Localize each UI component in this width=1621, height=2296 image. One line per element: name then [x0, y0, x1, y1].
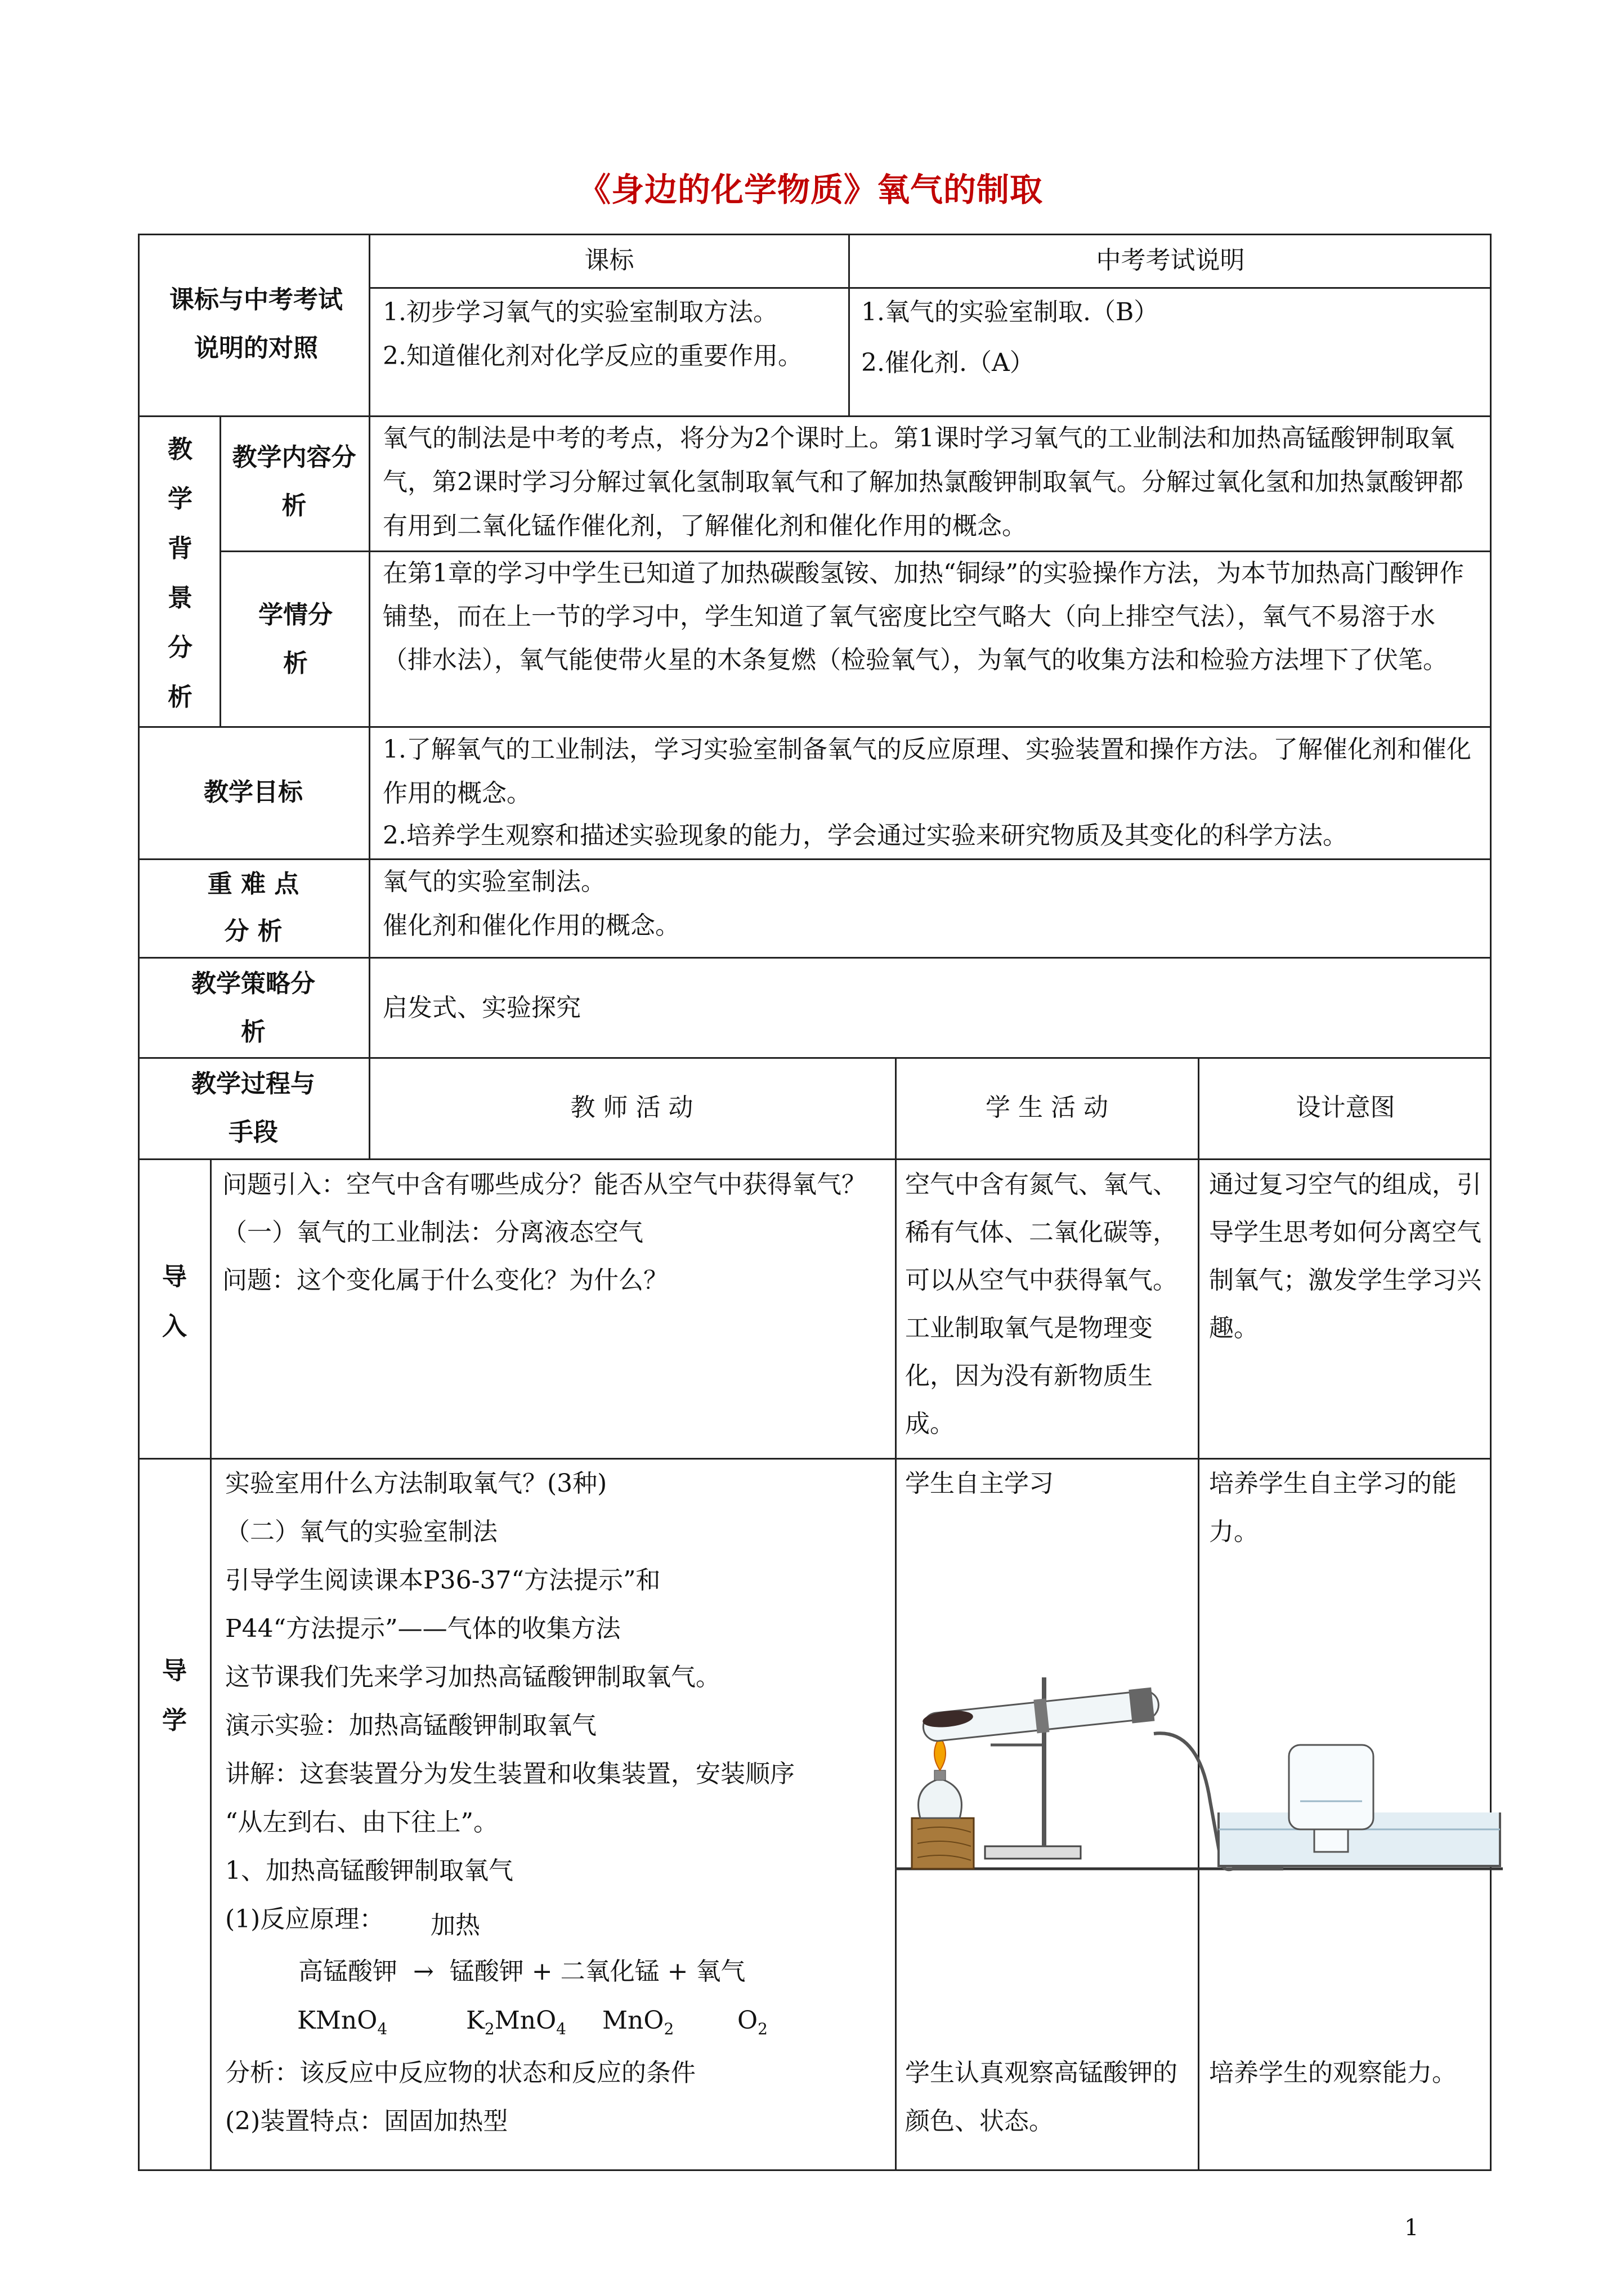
- zhongkao-item-1: 1.氧气的实验室制取.（B）: [861, 298, 1159, 326]
- strategy-text: 启发式、实验探究: [383, 993, 581, 1022]
- section-label-background: 教学背景分析: [168, 435, 192, 711]
- oxygen-apparatus-illustration: [889, 1565, 1508, 1891]
- label-student-analysis: 学情分析: [258, 601, 333, 678]
- learn-design-1: 培养学生自主学习的能力。: [1209, 1469, 1457, 1546]
- learn-line-8: “从左到右、由下往上”。: [225, 1808, 498, 1837]
- row-label-learn: 导学: [162, 1657, 187, 1735]
- column-header-student: 学 生 活 动: [986, 1093, 1108, 1122]
- column-header-zhongkao: 中考考试说明: [1096, 246, 1245, 275]
- column-header-kebiao: 课标: [584, 246, 634, 275]
- row-label-intro: 导入: [162, 1263, 187, 1341]
- goal-item-1: 1.了解氧气的工业制法，学习实验室制备氧气的反应原理、实验装置和操作方法。了解催化剂和催化作用的概念。: [383, 735, 1471, 808]
- section-label-strategy: 教学策略分析: [191, 969, 315, 1046]
- analysis-text: 分析：该反应中反应物的状态和反应的条件: [225, 2058, 696, 2087]
- formula-kmno4: KMnO$_4$: [297, 2006, 388, 2038]
- student-analysis-text: 在第1章的学习中学生已知道了加热碳酸氢铵、加热“铜绿”的实验操作方法，为本节加热高门酸钾作铺垫，而在上一节的学习中，学生知道了氧气密度比空气略大（向上排空气法），氧气不易溶于水（排水法），氧气能使带火星的木条复燃（检验氧气），为氧气的收集方法和检验方法埋下了伏笔。: [383, 559, 1464, 674]
- learn-line-9: 1、加热高锰酸钾制取氧气: [225, 1856, 513, 1885]
- learn-line-2: （二）氧气的实验室制法: [225, 1518, 498, 1546]
- learn-line-6: 演示实验：加热高锰酸钾制取氧气: [225, 1711, 597, 1740]
- reaction-equation: 高锰酸钾 → 锰酸钾 + 二氧化锰 + 氧气: [298, 1957, 746, 1986]
- device-text: (2)装置特点：固固加热型: [225, 2107, 508, 2136]
- learn-line-7: 讲解：这套装置分为发生装置和收集装置，安装顺序: [225, 1760, 795, 1788]
- keypoint-item-2: 催化剂和催化作用的概念。: [383, 911, 680, 940]
- section-label-process: 教学过程与手段: [191, 1069, 315, 1147]
- formula-mno2: MnO$_2$: [602, 2006, 674, 2038]
- intro-student-text: 空气中含有氮气、氧气、稀有气体、二氧化碳等，可以从空气中获得氧气。工业制取氧气是物理变化，因为没有新物质生成。: [905, 1170, 1177, 1438]
- content-analysis-text: 氧气的制法是中考的考点，将分为2个课时上。第1课时学习氧气的工业制法和加热高锰酸钾制取氧气，第2课时学习分解过氧化氢制取氧气和了解加热氯酸钾制取氧气。分解过氧化氢和加热氯酸钾都有用到二氧化锰作催化剂，了解催化剂和催化作用的概念。: [383, 424, 1463, 540]
- formula-o2: $O_2$: [737, 2006, 768, 2038]
- goal-item-2: 2.培养学生观察和描述实验现象的能力，学会通过实验来研究物质及其变化的科学方法。: [383, 821, 1347, 850]
- learn-student-1: 学生自主学习: [905, 1469, 1054, 1498]
- label-content-analysis: 教学内容分析: [232, 443, 356, 520]
- document-title: 《身边的化学物质》氧气的制取: [577, 171, 1043, 209]
- learn-line-3: 引导学生阅读课本P36-37“方法提示”和: [225, 1566, 661, 1595]
- kebiao-item-2: 2.知道催化剂对化学反应的重要作用。: [383, 342, 803, 370]
- page-number: 1: [1404, 2215, 1419, 2241]
- section-label-keypoints-2: 分 析: [224, 917, 283, 946]
- learn-line-1: 实验室用什么方法制取氧气？(3种): [225, 1469, 607, 1498]
- intro-design-text: 通过复习空气的组成，引导学生思考如何分离空气制氧气；激发学生学习兴趣。: [1209, 1170, 1481, 1342]
- zhongkao-item-2: 2.催化剂.（A）: [861, 348, 1035, 377]
- keypoint-item-1: 氧气的实验室制法。: [383, 867, 606, 896]
- learn-design-2: 培养学生的观察能力。: [1209, 2058, 1457, 2087]
- formula-k2mno4: $K_2MnO_4$: [466, 2006, 566, 2038]
- intro-teacher-text: 问题引入：空气中含有哪些成分？能否从空气中获得氧气？ （一）氧气的工业制法：分离液态空气 问题：这个变化属于什么变化？为什么？: [222, 1170, 866, 1295]
- section-label-keypoints-1: 重 难 点: [207, 870, 299, 898]
- section-label-standards: 课标与中考考试说明的对照: [169, 285, 343, 362]
- column-header-teacher: 教 师 活 动: [570, 1093, 693, 1122]
- learn-line-10: (1)反应原理：: [225, 1905, 384, 1934]
- kebiao-item-1: 1.初步学习氧气的实验室制取方法。: [383, 298, 778, 326]
- column-header-design: 设计意图: [1296, 1093, 1395, 1122]
- section-label-goals: 教学目标: [204, 778, 303, 807]
- learn-student-2: 学生认真观察高锰酸钾的颜色、状态。: [905, 2058, 1177, 2136]
- learn-line-5: 这节课我们先来学习加热高锰酸钾制取氧气。: [225, 1663, 720, 1691]
- reaction-condition: 加热: [431, 1911, 480, 1940]
- learn-line-4: P44“方法提示”——气体的收集方法: [225, 1614, 621, 1643]
